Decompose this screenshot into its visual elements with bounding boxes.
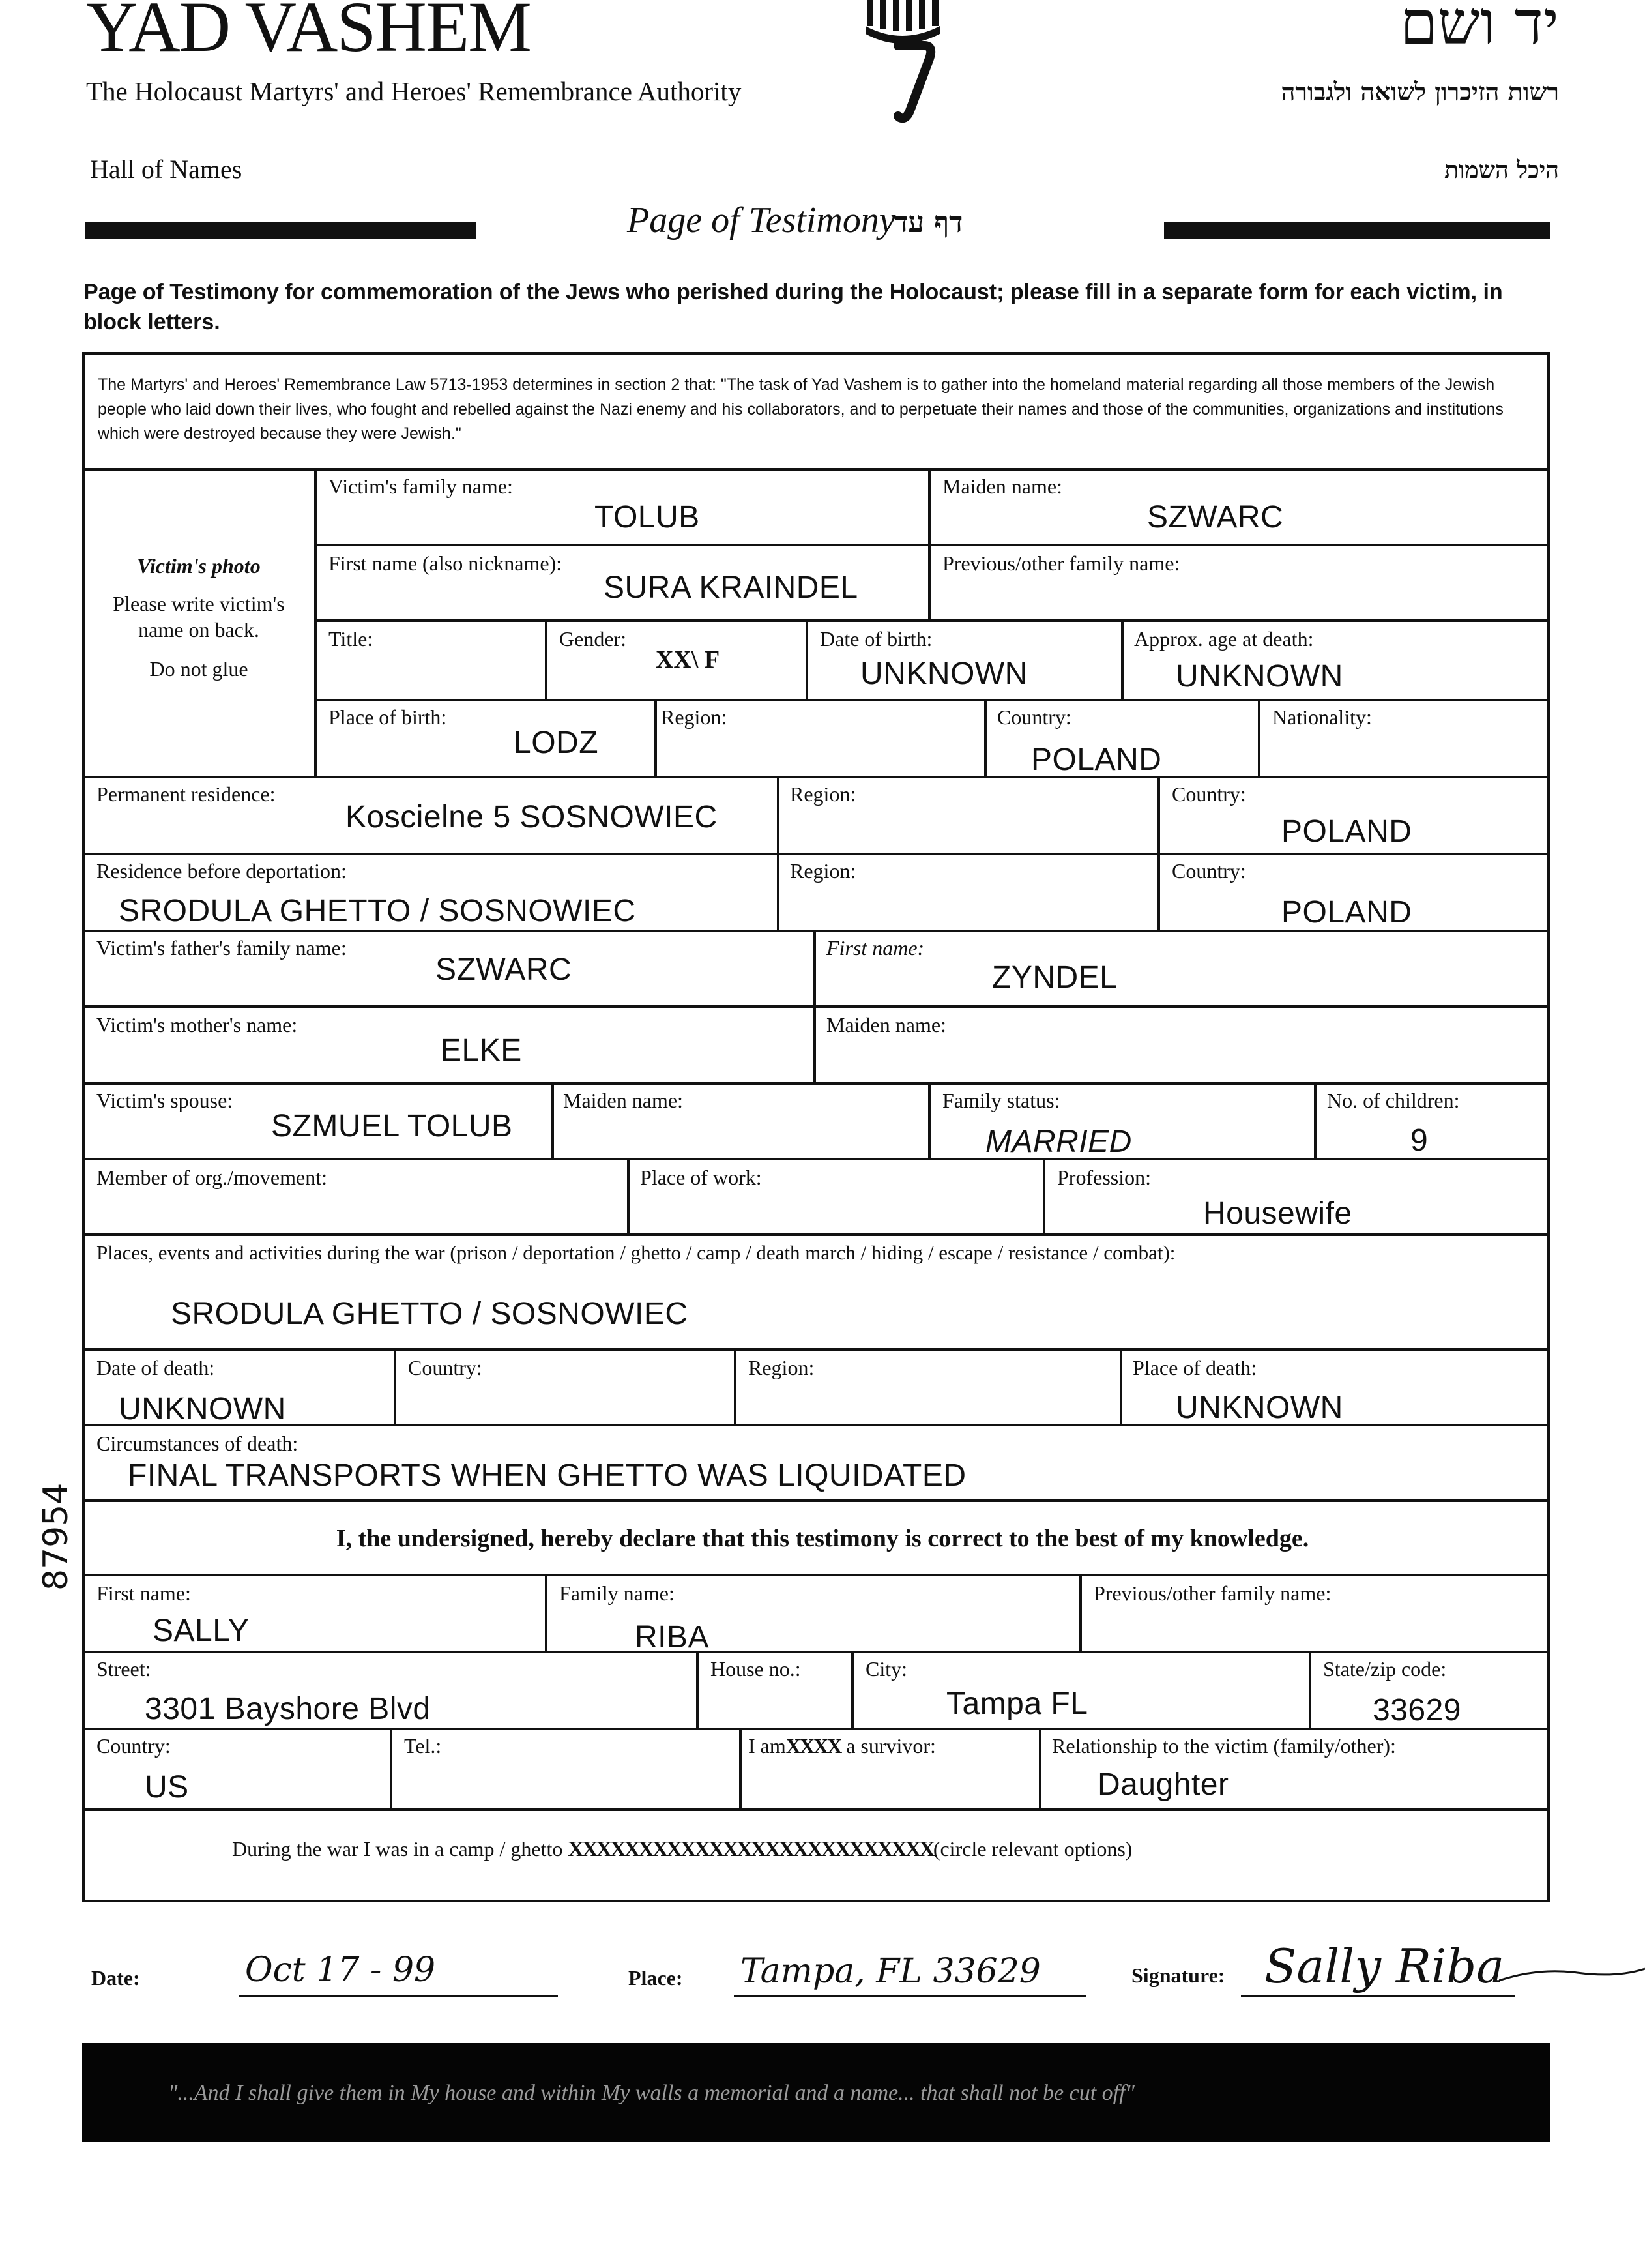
rule: [82, 468, 1550, 471]
rule: [928, 468, 931, 619]
title-bar-left: [85, 222, 476, 239]
label-children: No. of children:: [1327, 1089, 1460, 1112]
rule: [1043, 1158, 1045, 1233]
label-date-of-birth: Date of birth:: [820, 627, 933, 651]
label-date-of-death: Date of death:: [96, 1356, 215, 1379]
survivor-suffix: a survivor:: [846, 1734, 936, 1758]
rule: [1120, 1348, 1122, 1424]
rule: [777, 776, 779, 930]
victim-children: 9: [1410, 1123, 1429, 1158]
handwritten-place: Tampa, FL 33629: [740, 1952, 1041, 1991]
label-mother-name: Victim's mother's name:: [96, 1013, 298, 1037]
label-maiden-name: Maiden name:: [942, 475, 1062, 498]
rule: [82, 1082, 1550, 1085]
label-place-of-work: Place of work:: [640, 1166, 762, 1189]
rule: [82, 1233, 1550, 1236]
victim-father-first-name: ZYNDEL: [992, 960, 1118, 995]
label-relationship: Relationship to the victim (family/other):: [1052, 1734, 1396, 1758]
label-signature: Signature:: [1131, 1964, 1225, 1987]
label-residence-before-deportation: Residence before deportation:: [96, 859, 347, 883]
rule: [545, 619, 547, 699]
rule: [1314, 1082, 1317, 1158]
rule: [984, 699, 987, 776]
label-date: Date:: [91, 1966, 140, 1990]
yad-vashem-logo-icon: [859, 0, 957, 124]
camp-strikeout: XXXXXXXXXXXXXXXXXXXXXXXXXX: [568, 1837, 933, 1861]
rule: [82, 853, 1550, 855]
label-father-first-name: First name:: [826, 936, 925, 960]
label-street: Street:: [96, 1657, 151, 1681]
rule: [390, 1728, 392, 1808]
rule: [627, 1158, 630, 1233]
label-region: Region:: [661, 705, 727, 729]
label-submitter-first-name: First name:: [96, 1582, 191, 1605]
page-title: Page of Testimony: [627, 200, 895, 241]
label-region: Region:: [790, 859, 856, 883]
rule: [806, 619, 808, 699]
rule: [314, 699, 1550, 701]
page-title-he: דף עד: [894, 206, 963, 239]
camp-suffix: (circle relevant options): [933, 1837, 1133, 1861]
rule: [82, 1005, 1550, 1008]
victim-family-name: TOLUB: [594, 500, 700, 535]
rule: [82, 1728, 1550, 1730]
label-mother-maiden-name: Maiden name:: [826, 1013, 946, 1037]
rule: [1121, 619, 1124, 699]
submitter-street: 3301 Bayshore Blvd: [145, 1692, 431, 1726]
label-region: Region:: [790, 782, 856, 806]
rule: [1157, 776, 1160, 930]
rule: [82, 1574, 1550, 1576]
label-profession: Profession:: [1057, 1166, 1151, 1189]
victim-photo-instruction: Please write victim's name on back.: [113, 592, 285, 641]
survivor-prefix: I am: [748, 1734, 786, 1758]
victim-gender: XX\ F: [656, 646, 720, 673]
label-spouse: Victim's spouse:: [96, 1089, 233, 1112]
rule: [314, 544, 1550, 546]
label-city: City:: [866, 1657, 908, 1681]
rule: [314, 468, 317, 776]
victim-place-of-birth: LODZ: [514, 726, 599, 760]
label-submitter-country: Country:: [96, 1734, 171, 1758]
rule: [82, 1348, 1550, 1351]
handwritten-date: Oct 17 - 99: [245, 1951, 436, 1990]
date-line: [239, 1995, 558, 1997]
rule: [734, 1348, 736, 1424]
label-country: Country:: [997, 705, 1071, 729]
label-submitter-previous-name: Previous/other family name:: [1094, 1582, 1332, 1605]
label-first-name: First name (also nickname):: [328, 552, 562, 575]
org-name-he: יד ושם: [1400, 0, 1559, 58]
camp-prefix: During the war I was in a camp / ghetto: [232, 1837, 563, 1861]
victim-first-name: SURA KRAINDEL: [604, 570, 858, 605]
victim-birth-country: POLAND: [1031, 743, 1162, 777]
submitter-first-name: SALLY: [153, 1613, 250, 1648]
submitter-zip: 33629: [1373, 1693, 1461, 1728]
rule: [1039, 1728, 1041, 1808]
rule: [739, 1728, 742, 1808]
victim-family-status: MARRIED: [985, 1125, 1132, 1159]
victim-residence-country: POLAND: [1281, 814, 1412, 849]
submitter-country: US: [145, 1770, 189, 1804]
rule: [82, 1158, 1550, 1160]
title-bar-right: [1164, 222, 1550, 239]
victim-photo-title: Victim's photo: [137, 554, 261, 578]
rule: [394, 1348, 396, 1424]
label-country: Country:: [1172, 859, 1246, 883]
victim-approx-age: UNKNOWN: [1176, 659, 1343, 694]
rule: [82, 1808, 1550, 1811]
rule: [82, 1499, 1550, 1502]
victim-residence-before-deportation: SRODULA GHETTO / SOSNOWIEC: [119, 894, 636, 928]
victim-spouse: SZMUEL TOLUB: [271, 1109, 513, 1143]
rule: [82, 1651, 1550, 1653]
signature-flourish-icon: [1499, 1961, 1645, 1987]
rule: [1079, 1574, 1082, 1651]
victim-photo-no-glue: Do not glue: [149, 657, 248, 681]
victim-photo-area: [91, 553, 306, 682]
rule: [551, 1082, 554, 1158]
rule: [813, 930, 816, 1082]
label-state-zip: State/zip code:: [1323, 1657, 1447, 1681]
victim-father-family-name: SZWARC: [435, 952, 572, 987]
label-member-org: Member of org./movement:: [96, 1166, 327, 1189]
label-country: Country:: [1172, 782, 1246, 806]
label-war-places: Places, events and activities during the war (prison / deportation / ghetto / camp / death march / hiding / escape / resistance / combat):: [96, 1241, 1176, 1264]
hall-of-names-en: Hall of Names: [90, 155, 242, 184]
label-survivor: [748, 1734, 936, 1758]
victim-circumstances: FINAL TRANSPORTS WHEN GHETTO WAS LIQUIDATED: [128, 1458, 967, 1493]
victim-deportation-country: POLAND: [1281, 895, 1412, 930]
rule: [654, 699, 657, 776]
footer-quote: "...And I shall give them in My house and within My walls a memorial and a name... that shall not be cut off": [168, 2081, 1135, 2105]
label-father-family-name: Victim's father's family name:: [96, 936, 347, 960]
rule: [928, 1082, 931, 1158]
hall-of-names-he: היכל השמות: [1444, 156, 1559, 184]
victim-profession: Housewife: [1203, 1196, 1352, 1231]
label-country: Country:: [408, 1356, 482, 1379]
org-subtitle-en: The Holocaust Martyrs' and Heroes' Remembrance Authority: [86, 76, 742, 106]
label-tel: Tel.:: [404, 1734, 442, 1758]
label-place-of-death: Place of death:: [1133, 1356, 1257, 1379]
signature-line: [1241, 1995, 1515, 1997]
rule: [1309, 1651, 1311, 1728]
side-reference-number: 87954: [36, 1482, 76, 1591]
label-permanent-residence: Permanent residence:: [96, 782, 276, 806]
rule: [545, 1574, 547, 1651]
submitter-family-name: RIBA: [635, 1620, 710, 1655]
label-gender: Gender:: [559, 627, 627, 651]
rule: [696, 1651, 699, 1728]
label-spouse-maiden-name: Maiden name:: [563, 1089, 683, 1112]
rule: [851, 1651, 854, 1728]
submitter-relationship: Daughter: [1098, 1767, 1229, 1802]
label-previous-family-name: Previous/other family name:: [942, 552, 1180, 575]
victim-maiden-name: SZWARC: [1147, 500, 1284, 535]
label-submitter-family-name: Family name:: [559, 1582, 675, 1605]
org-name-en: YAD VASHEM: [86, 0, 531, 66]
org-subtitle-he: רשות הזיכרון לשואה ולגבורה: [1281, 77, 1559, 106]
label-family-name: Victim's family name:: [328, 475, 513, 498]
victim-date-of-birth: UNKNOWN: [860, 656, 1028, 691]
label-circumstances: Circumstances of death:: [96, 1432, 298, 1455]
label-title: Title:: [328, 627, 373, 651]
label-house-no: House no.:: [710, 1657, 801, 1681]
rule: [1258, 699, 1260, 776]
camp-line: [232, 1837, 1132, 1862]
label-approx-age: Approx. age at death:: [1134, 627, 1314, 651]
victim-war-places: SRODULA GHETTO / SOSNOWIEC: [171, 1297, 688, 1331]
handwritten-signature: Sally Riba: [1264, 1939, 1505, 1994]
label-region: Region:: [748, 1356, 815, 1379]
submitter-city: Tampa FL: [946, 1686, 1088, 1721]
law-text: The Martyrs' and Heroes' Remembrance Law 5713-1953 determines in section 2 that: "The task of Yad Vashem is to gather into the homeland material regarding all those members of the Jewish people who laid down their lives, who fought and rebelled against the Nazi enemy and his collaborators, and to perpetuate their names and those of the communities, organizations and institutions which were destroyed because they were Jewish.": [98, 376, 1504, 443]
place-line: [734, 1995, 1086, 1997]
label-family-status: Family status:: [942, 1089, 1060, 1112]
rule: [82, 776, 1550, 778]
survivor-strikeout: XXXX: [785, 1734, 841, 1758]
declaration-text: I, the undersigned, hereby declare that this testimony is correct to the best of my knowledge.: [336, 1525, 1309, 1552]
label-nationality: Nationality:: [1272, 705, 1372, 729]
label-place: Place:: [628, 1966, 683, 1990]
victim-mother-name: ELKE: [441, 1033, 522, 1068]
rule: [314, 619, 1550, 622]
label-place-of-birth: Place of birth:: [328, 705, 447, 729]
victim-permanent-residence: Koscielne 5 SOSNOWIEC: [345, 800, 718, 834]
victim-date-of-death: UNKNOWN: [119, 1392, 286, 1426]
victim-place-of-death: UNKNOWN: [1176, 1391, 1343, 1425]
intro-text: Page of Testimony for commemoration of the Jews who perished during the Holocaust; please fill in a separate form for each victim, in block letters.: [83, 280, 1503, 334]
